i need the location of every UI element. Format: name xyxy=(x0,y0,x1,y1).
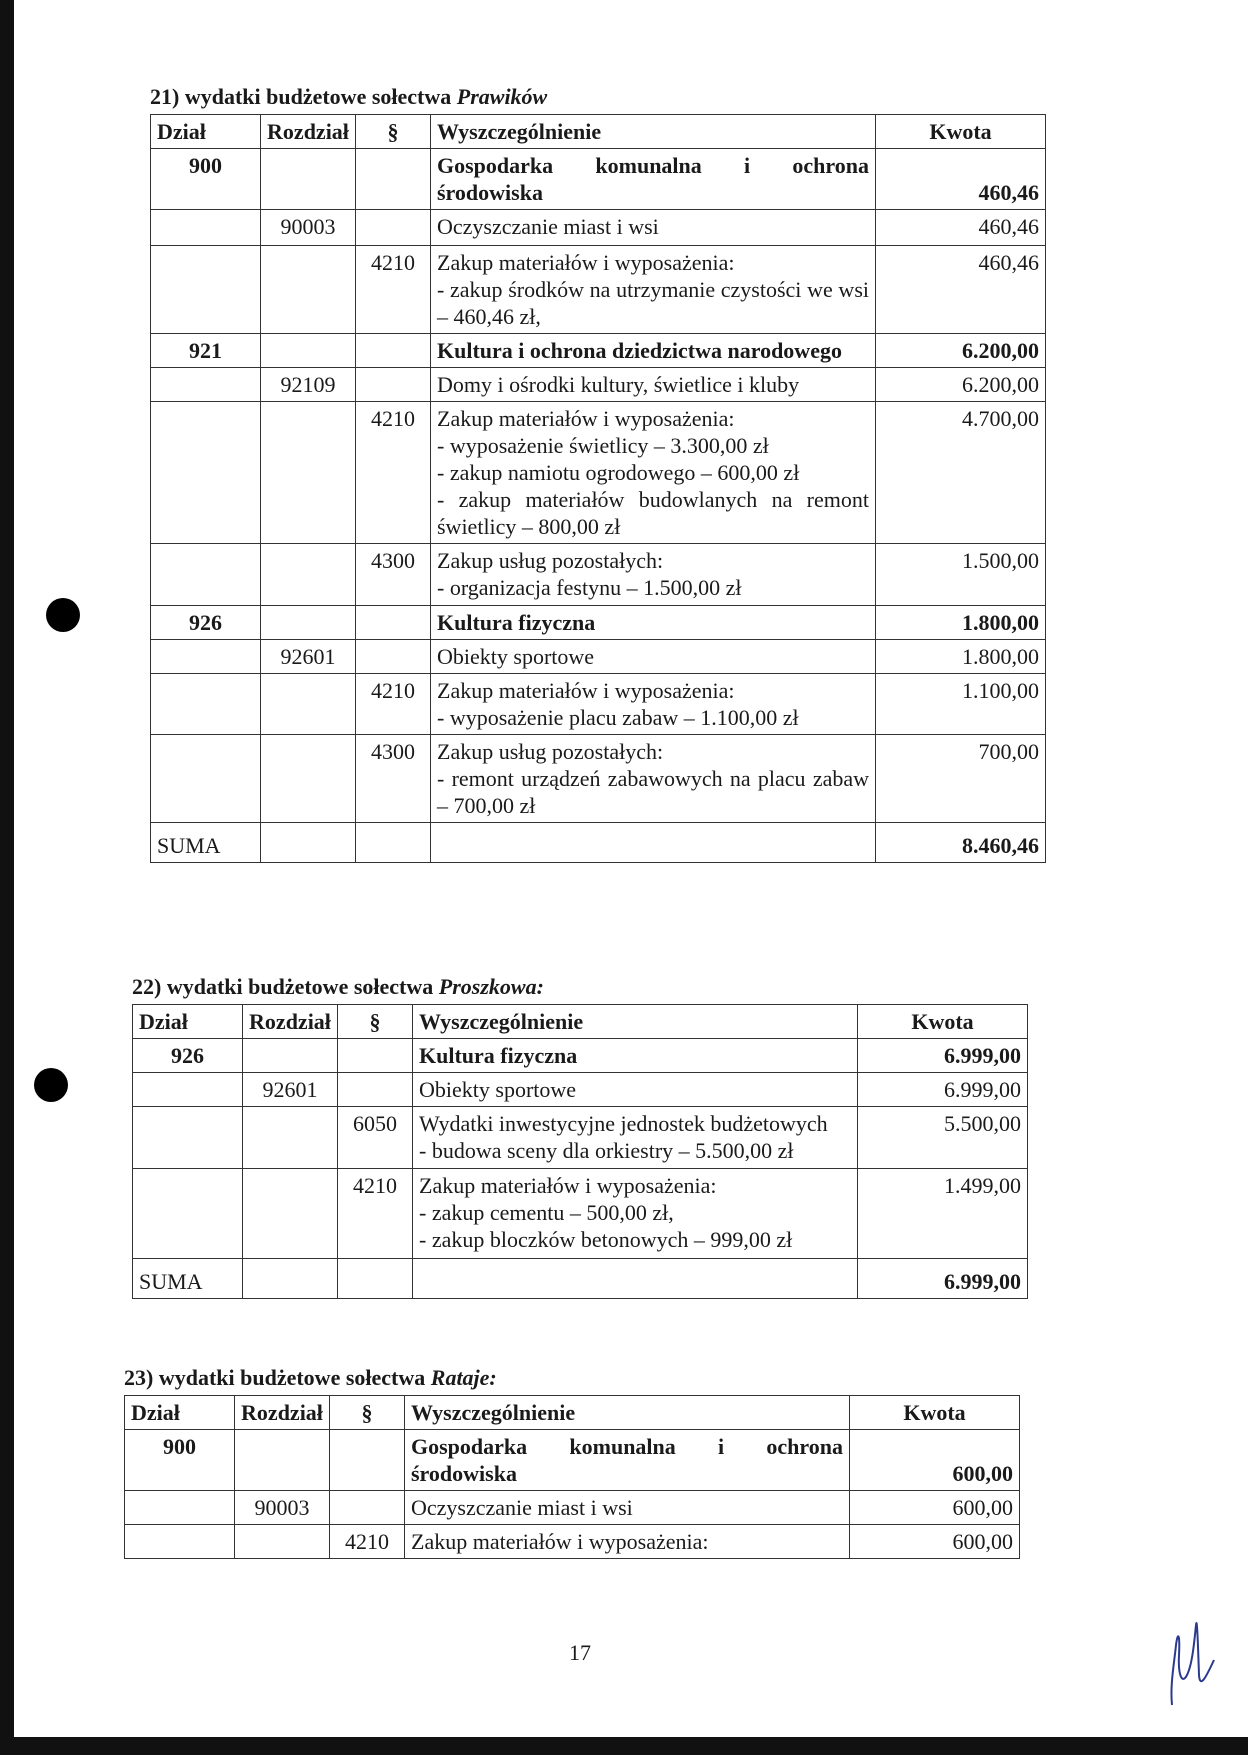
table-row xyxy=(151,246,1046,334)
cell-kwota: 6.200,00 xyxy=(876,334,1046,368)
cell-dzial xyxy=(151,544,261,606)
cell-paragraph: 4210 xyxy=(356,402,431,544)
cell-kwota: 460,46 xyxy=(876,246,1046,334)
cell-wyszczegolnienie: Zakup materiałów i wyposażenia: - zakup środków na utrzymanie czystości we wsi – 460,46 zł, xyxy=(431,246,876,334)
cell-kwota: 1.800,00 xyxy=(876,606,1046,640)
cell-paragraph xyxy=(356,149,431,210)
cell-dzial xyxy=(133,1107,243,1169)
cell-dzial xyxy=(151,368,261,402)
header-row xyxy=(151,115,1046,149)
header-wyszczegolnienie: Wyszczególnienie xyxy=(405,1396,850,1430)
cell-dzial: 926 xyxy=(133,1039,243,1073)
section-title xyxy=(132,974,1028,1000)
cell-kwota: 6.999,00 xyxy=(858,1039,1028,1073)
budget-table xyxy=(132,1004,1028,1299)
header-paragraph: § xyxy=(338,1005,413,1039)
header-rozdzial: Rozdział xyxy=(243,1005,338,1039)
header-row xyxy=(125,1396,1020,1430)
table-row xyxy=(133,1073,1028,1107)
table-row xyxy=(151,334,1046,368)
header-kwota: Kwota xyxy=(858,1005,1028,1039)
cell-wyszczegolnienie xyxy=(413,1259,858,1299)
cell-dzial xyxy=(151,210,261,246)
cell-wyszczegolnienie: Zakup materiałów i wyposażenia: xyxy=(405,1525,850,1559)
cell-dzial xyxy=(151,246,261,334)
cell-paragraph: 4300 xyxy=(356,544,431,606)
header-dzial: Dział xyxy=(125,1396,235,1430)
cell-rozdzial xyxy=(243,1169,338,1259)
cell-paragraph xyxy=(338,1073,413,1107)
cell-dzial xyxy=(151,640,261,674)
cell-rozdzial xyxy=(261,735,356,823)
table-row xyxy=(151,368,1046,402)
cell-kwota: 5.500,00 xyxy=(858,1107,1028,1169)
sum-row xyxy=(151,823,1046,863)
budget-table xyxy=(124,1395,1020,1559)
sum-row xyxy=(133,1259,1028,1299)
cell-rozdzial xyxy=(243,1107,338,1169)
header-paragraph: § xyxy=(330,1396,405,1430)
cell-paragraph xyxy=(356,210,431,246)
header-paragraph: § xyxy=(356,115,431,149)
cell-dzial xyxy=(133,1169,243,1259)
header-wyszczegolnienie: Wyszczególnienie xyxy=(413,1005,858,1039)
cell-kwota: 1.499,00 xyxy=(858,1169,1028,1259)
section-prawikow xyxy=(150,84,1046,863)
cell-rozdzial: 90003 xyxy=(235,1491,330,1525)
header-rozdzial: Rozdział xyxy=(235,1396,330,1430)
cell-wyszczegolnienie: Kultura fizyczna xyxy=(431,606,876,640)
cell-dzial xyxy=(151,674,261,735)
cell-kwota: 460,46 xyxy=(876,149,1046,210)
cell-wyszczegolnienie: Oczyszczanie miast i wsi xyxy=(405,1491,850,1525)
header-rozdzial: Rozdział xyxy=(261,115,356,149)
section-rataje xyxy=(124,1365,1020,1559)
cell-dzial: 900 xyxy=(151,149,261,210)
punch-hole-top xyxy=(46,598,80,632)
cell-rozdzial: 90003 xyxy=(261,210,356,246)
header-row xyxy=(133,1005,1028,1039)
scan-edge-bottom xyxy=(0,1737,1248,1755)
cell-rozdzial xyxy=(243,1259,338,1299)
section-title-place: Proszkowa: xyxy=(438,974,544,999)
cell-dzial xyxy=(151,402,261,544)
cell-kwota: 1.500,00 xyxy=(876,544,1046,606)
table-row xyxy=(125,1491,1020,1525)
cell-rozdzial xyxy=(235,1525,330,1559)
cell-wyszczegolnienie: Zakup materiałów i wyposażenia: - zakup cementu – 500,00 zł, - zakup bloczków betonowych – 999,00 zł xyxy=(413,1169,858,1259)
cell-paragraph xyxy=(338,1039,413,1073)
cell-paragraph: 4300 xyxy=(356,735,431,823)
cell-rozdzial: 92109 xyxy=(261,368,356,402)
cell-paragraph xyxy=(356,640,431,674)
sum-label: SUMA xyxy=(133,1259,243,1299)
cell-wyszczegolnienie: Wydatki inwestycyjne jednostek budżetowych - budowa sceny dla orkiestry – 5.500,00 zł xyxy=(413,1107,858,1169)
cell-wyszczegolnienie: Zakup materiałów i wyposażenia: - wyposażenie placu zabaw – 1.100,00 zł xyxy=(431,674,876,735)
cell-kwota: 600,00 xyxy=(850,1430,1020,1491)
cell-kwota: 700,00 xyxy=(876,735,1046,823)
cell-paragraph xyxy=(338,1259,413,1299)
cell-dzial xyxy=(151,735,261,823)
punch-hole-bottom xyxy=(34,1068,68,1102)
cell-rozdzial xyxy=(261,334,356,368)
cell-rozdzial xyxy=(243,1039,338,1073)
cell-wyszczegolnienie: Kultura i ochrona dziedzictwa narodowego xyxy=(431,334,876,368)
cell-rozdzial xyxy=(261,544,356,606)
section-title xyxy=(150,84,1046,110)
cell-rozdzial xyxy=(261,149,356,210)
cell-dzial xyxy=(125,1525,235,1559)
table-row xyxy=(151,674,1046,735)
header-kwota: Kwota xyxy=(876,115,1046,149)
table-row xyxy=(151,402,1046,544)
header-dzial: Dział xyxy=(133,1005,243,1039)
cell-paragraph: 6050 xyxy=(338,1107,413,1169)
cell-dzial: 921 xyxy=(151,334,261,368)
cell-rozdzial xyxy=(261,606,356,640)
cell-rozdzial xyxy=(261,246,356,334)
cell-paragraph xyxy=(356,334,431,368)
cell-kwota: 600,00 xyxy=(850,1525,1020,1559)
section-title-place: Rataje: xyxy=(430,1365,497,1390)
section-title-place: Prawików xyxy=(456,84,548,109)
page-number: 17 xyxy=(569,1640,591,1665)
table-row xyxy=(151,640,1046,674)
table-row xyxy=(125,1525,1020,1559)
table-row xyxy=(151,735,1046,823)
cell-kwota: 1.800,00 xyxy=(876,640,1046,674)
section-proszkowa xyxy=(132,974,1028,1299)
sum-label: SUMA xyxy=(151,823,261,863)
section-title-prefix: 23) wydatki budżetowe sołectwa xyxy=(124,1365,431,1390)
table-row xyxy=(151,149,1046,210)
cell-wyszczegolnienie: Kultura fizyczna xyxy=(413,1039,858,1073)
cell-wyszczegolnienie: Zakup materiałów i wyposażenia: - wyposażenie świetlicy – 3.300,00 zł - zakup namiotu ogrodowego – 600,00 zł - zakup materiałów budowlanych na remont świetlicy – 800,00 zł xyxy=(431,402,876,544)
cell-kwota: 460,46 xyxy=(876,210,1046,246)
cell-rozdzial xyxy=(261,674,356,735)
section-title-prefix: 21) wydatki budżetowe sołectwa xyxy=(150,84,457,109)
cell-wyszczegolnienie: Zakup usług pozostałych: - organizacja festynu – 1.500,00 zł xyxy=(431,544,876,606)
table-row xyxy=(133,1107,1028,1169)
cell-wyszczegolnienie: Oczyszczanie miast i wsi xyxy=(431,210,876,246)
cell-paragraph xyxy=(356,368,431,402)
handwritten-signature xyxy=(1152,1605,1222,1715)
table-row xyxy=(133,1169,1028,1259)
scan-edge-left xyxy=(0,0,14,1755)
cell-wyszczegolnienie: Obiekty sportowe xyxy=(431,640,876,674)
cell-wyszczegolnienie: Obiekty sportowe xyxy=(413,1073,858,1107)
cell-paragraph xyxy=(330,1491,405,1525)
section-title-prefix: 22) wydatki budżetowe sołectwa xyxy=(132,974,439,999)
cell-kwota: 600,00 xyxy=(850,1491,1020,1525)
cell-wyszczegolnienie: Gospodarka komunalna i ochrona środowiska xyxy=(405,1430,850,1491)
table-row xyxy=(151,606,1046,640)
cell-kwota: 4.700,00 xyxy=(876,402,1046,544)
cell-rozdzial: 92601 xyxy=(261,640,356,674)
cell-wyszczegolnienie: Domy i ośrodki kultury, świetlice i kluby xyxy=(431,368,876,402)
header-wyszczegolnienie: Wyszczególnienie xyxy=(431,115,876,149)
cell-kwota: 1.100,00 xyxy=(876,674,1046,735)
sum-amount: 6.999,00 xyxy=(858,1259,1028,1299)
table-row xyxy=(151,210,1046,246)
cell-dzial: 900 xyxy=(125,1430,235,1491)
budget-table xyxy=(150,114,1046,863)
cell-paragraph: 4210 xyxy=(330,1525,405,1559)
cell-paragraph xyxy=(356,606,431,640)
cell-rozdzial xyxy=(261,823,356,863)
cell-rozdzial: 92601 xyxy=(243,1073,338,1107)
table-row xyxy=(133,1039,1028,1073)
cell-wyszczegolnienie: Zakup usług pozostałych: - remont urządzeń zabawowych na placu zabaw – 700,00 zł xyxy=(431,735,876,823)
cell-paragraph: 4210 xyxy=(338,1169,413,1259)
cell-dzial: 926 xyxy=(151,606,261,640)
cell-kwota: 6.999,00 xyxy=(858,1073,1028,1107)
sum-amount: 8.460,46 xyxy=(876,823,1046,863)
table-row xyxy=(125,1430,1020,1491)
cell-wyszczegolnienie: Gospodarka komunalna i ochrona środowiska xyxy=(431,149,876,210)
header-kwota: Kwota xyxy=(850,1396,1020,1430)
cell-paragraph xyxy=(356,823,431,863)
cell-paragraph: 4210 xyxy=(356,674,431,735)
cell-dzial xyxy=(133,1073,243,1107)
cell-kwota: 6.200,00 xyxy=(876,368,1046,402)
table-row xyxy=(151,544,1046,606)
header-dzial: Dział xyxy=(151,115,261,149)
section-title xyxy=(124,1365,1020,1391)
cell-rozdzial xyxy=(235,1430,330,1491)
cell-dzial xyxy=(125,1491,235,1525)
cell-wyszczegolnienie xyxy=(431,823,876,863)
cell-paragraph xyxy=(330,1430,405,1491)
cell-paragraph: 4210 xyxy=(356,246,431,334)
cell-rozdzial xyxy=(261,402,356,544)
